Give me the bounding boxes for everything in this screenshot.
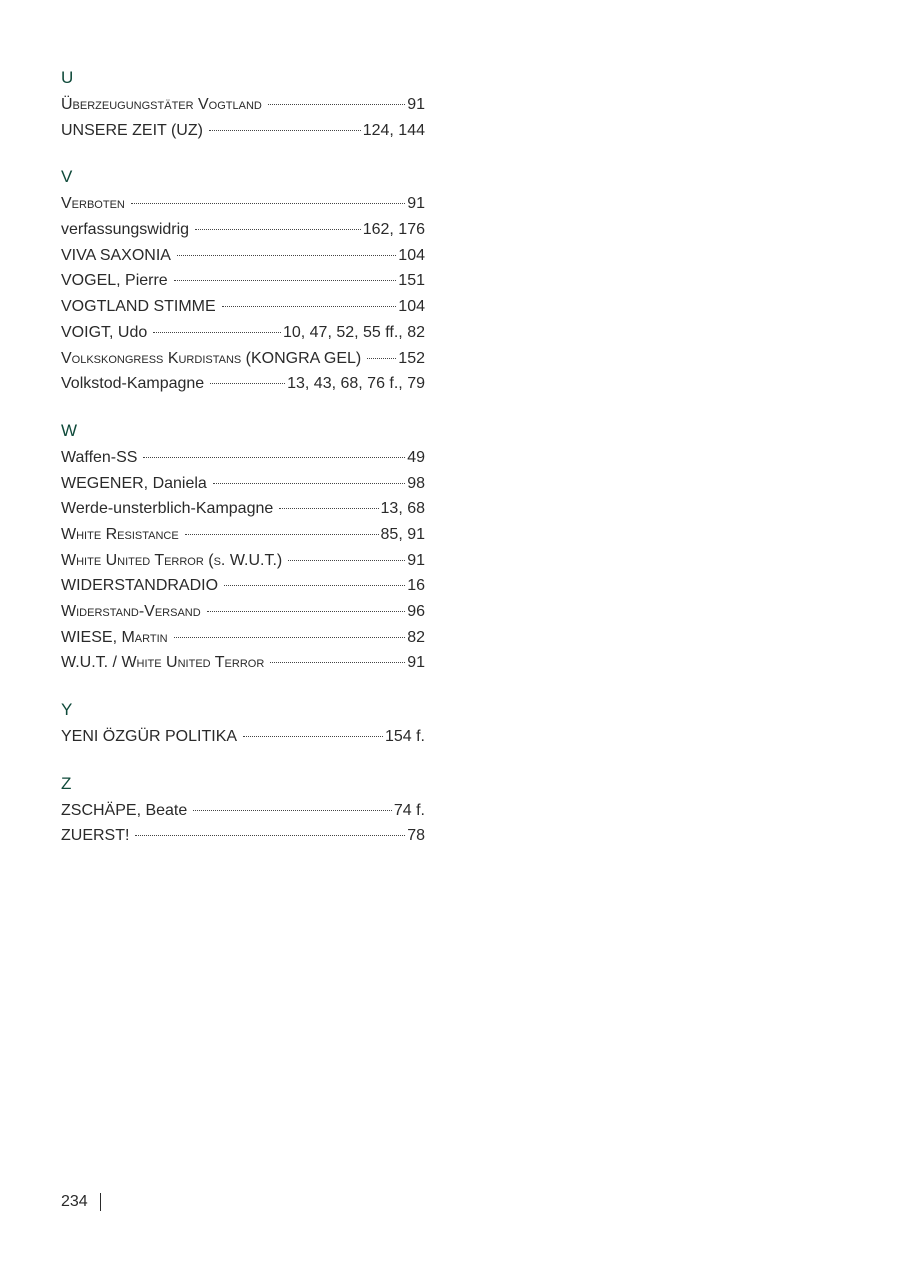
entry-term: YENI ÖZGÜR POLITIKA bbox=[61, 728, 238, 746]
leader-dots bbox=[135, 835, 405, 836]
entry-term: ZSCHÄPE, Beate bbox=[61, 801, 188, 819]
entry-term: Waffen-SS bbox=[61, 448, 138, 466]
entry-pages: 82 bbox=[407, 628, 425, 646]
entry-term: WIESE, Martin bbox=[61, 628, 168, 646]
entry-pages: 98 bbox=[407, 474, 425, 492]
entry-pages: 104 bbox=[398, 246, 425, 264]
section-letter: Y bbox=[61, 700, 73, 720]
index-entry bbox=[61, 320, 425, 346]
entry-pages: 49 bbox=[407, 448, 425, 466]
index-entry bbox=[61, 573, 425, 599]
entry-term: WIDERSTANDRADIO bbox=[61, 577, 219, 595]
leader-dots bbox=[143, 457, 405, 458]
entry-pages: 154 f. bbox=[384, 728, 425, 746]
leader-dots bbox=[174, 280, 397, 281]
index-entry bbox=[61, 522, 425, 548]
index-entry bbox=[61, 371, 425, 397]
index-section-w bbox=[61, 419, 425, 676]
index-section-y bbox=[61, 698, 425, 750]
entry-pages: 91 bbox=[407, 654, 425, 672]
section-letter: U bbox=[61, 68, 74, 87]
leader-dots bbox=[288, 560, 405, 561]
page-number: 234 bbox=[61, 1193, 88, 1210]
entry-term: Volkstod-Kampagne bbox=[61, 375, 205, 393]
entry-term: White United Terror (s. W.U.T.) bbox=[61, 551, 283, 569]
entry-term: White Resistance bbox=[61, 525, 179, 543]
entry-pages: 10, 47, 52, 55 ff., 82 bbox=[282, 323, 425, 341]
index-section-v bbox=[61, 165, 425, 397]
index-entry bbox=[61, 471, 425, 497]
entry-term: VOGTLAND STIMME bbox=[61, 298, 216, 316]
leader-dots bbox=[195, 229, 361, 230]
entry-term: ZUERST! bbox=[61, 827, 130, 845]
entry-term: VOGEL, Pierre bbox=[61, 272, 168, 290]
entry-term: Überzeugungstäter Vogtland bbox=[61, 96, 262, 113]
index-entry bbox=[61, 650, 425, 676]
index-entry bbox=[61, 599, 425, 625]
entry-pages: 152 bbox=[398, 349, 425, 367]
entry-term: Volkskongress Kurdistans (KONGRA GEL) bbox=[61, 349, 362, 367]
entry-pages: 74 f. bbox=[393, 801, 425, 819]
leader-dots bbox=[209, 130, 361, 131]
page-footer bbox=[61, 1193, 101, 1211]
entry-pages: 151 bbox=[398, 272, 425, 290]
leader-dots bbox=[224, 585, 405, 586]
section-letter: V bbox=[61, 167, 73, 187]
leader-dots bbox=[174, 637, 406, 638]
entry-pages: 162, 176 bbox=[362, 221, 425, 239]
index-section-u bbox=[61, 66, 425, 143]
index-entry bbox=[61, 823, 425, 849]
leader-dots bbox=[279, 508, 378, 509]
entry-pages: 104 bbox=[398, 298, 425, 316]
leader-dots bbox=[153, 332, 281, 333]
entry-pages: 91 bbox=[407, 96, 425, 113]
leader-dots bbox=[131, 203, 405, 204]
entry-term: W.U.T. / White United Terror bbox=[61, 654, 265, 672]
index-entry bbox=[61, 191, 425, 217]
leader-dots bbox=[268, 104, 405, 105]
entry-term: VIVA SAXONIA bbox=[61, 246, 171, 264]
leader-dots bbox=[207, 611, 406, 612]
leader-dots bbox=[210, 383, 285, 384]
index-entry bbox=[61, 724, 425, 750]
entry-term: Werde-unsterblich-Kampagne bbox=[61, 500, 274, 518]
entry-term: WEGENER, Daniela bbox=[61, 474, 207, 492]
leader-dots bbox=[177, 255, 396, 256]
index-entry bbox=[61, 118, 425, 144]
entry-pages: 16 bbox=[407, 577, 425, 595]
entry-pages: 91 bbox=[407, 551, 425, 569]
leader-dots bbox=[213, 483, 405, 484]
index-entry bbox=[61, 268, 425, 294]
entry-pages: 124, 144 bbox=[362, 121, 425, 139]
entry-pages: 85, 91 bbox=[380, 525, 425, 543]
leader-dots bbox=[222, 306, 397, 307]
leader-dots bbox=[185, 534, 379, 535]
section-letter: W bbox=[61, 420, 78, 440]
index-entry bbox=[61, 548, 425, 574]
entry-term: verfassungswidrig bbox=[61, 221, 190, 239]
index-section-z bbox=[61, 772, 425, 849]
index-entry bbox=[61, 625, 425, 651]
index-entry bbox=[61, 445, 425, 471]
index-entry bbox=[61, 294, 425, 320]
entry-term: VOIGT, Udo bbox=[61, 323, 148, 341]
entry-pages: 91 bbox=[407, 195, 425, 213]
entry-pages: 96 bbox=[407, 603, 425, 620]
entry-term: Verboten bbox=[61, 195, 125, 213]
section-letter: Z bbox=[61, 773, 72, 793]
entry-pages: 13, 43, 68, 76 f., 79 bbox=[287, 375, 425, 393]
leader-dots bbox=[243, 736, 383, 737]
index-entry bbox=[61, 496, 425, 522]
footer-separator bbox=[100, 1193, 102, 1211]
entry-pages: 13, 68 bbox=[380, 500, 425, 518]
index-entry bbox=[61, 217, 425, 243]
leader-dots bbox=[270, 662, 405, 663]
entry-pages: 78 bbox=[407, 827, 425, 845]
index-entry bbox=[61, 346, 425, 372]
index-entry bbox=[61, 243, 425, 269]
leader-dots bbox=[367, 358, 396, 359]
leader-dots bbox=[193, 810, 392, 811]
entry-term: Widerstand-Versand bbox=[61, 603, 201, 620]
index-entry bbox=[61, 92, 425, 118]
index-entry bbox=[61, 798, 425, 824]
entry-term: UNSERE ZEIT (UZ) bbox=[61, 121, 203, 139]
index-page bbox=[61, 66, 425, 871]
